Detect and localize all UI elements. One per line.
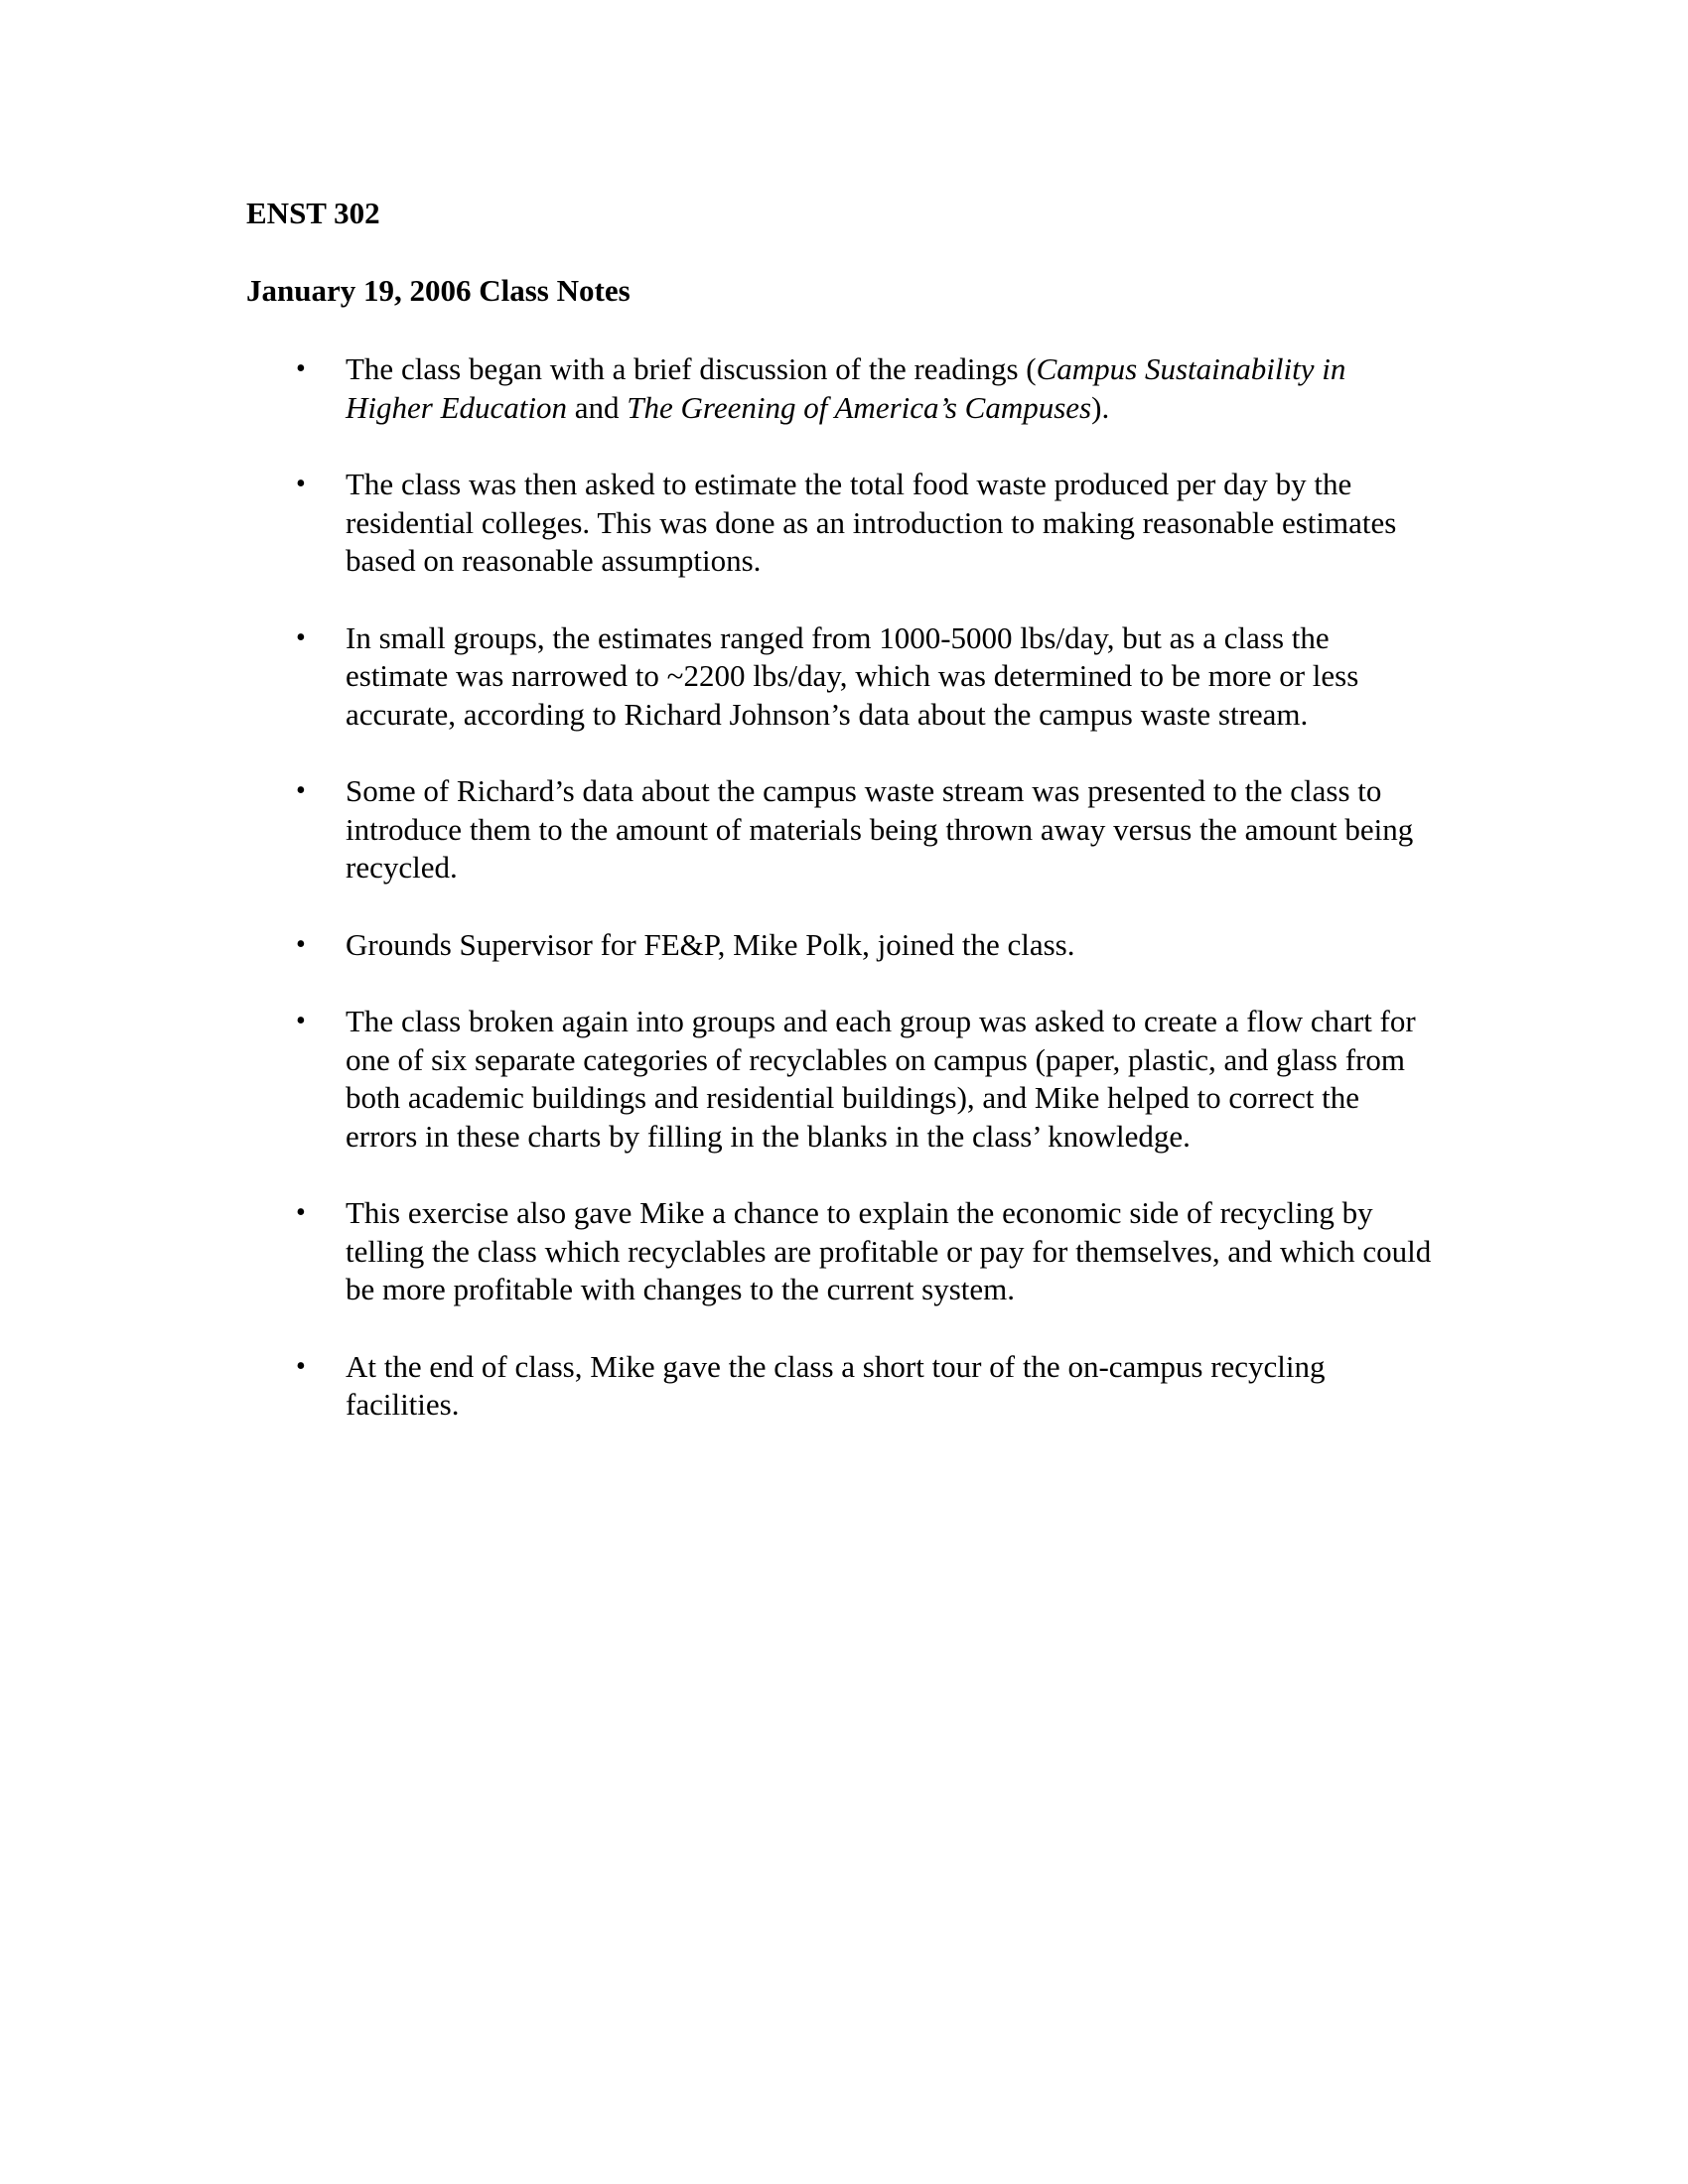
notes-title: January 19, 2006 Class Notes (246, 273, 631, 308)
note-text: Grounds Supervisor for FE&P, Mike Polk, joined the class. (346, 926, 1075, 962)
note-item (0, 466, 1438, 581)
note-item (0, 772, 1438, 887)
note-text: Some of Richard’s data about the campus waste stream was presented to the class to introduce them to the amount of materials being thrown away versus the amount being recycled. (346, 773, 1414, 885)
note-item (0, 1194, 1438, 1309)
reading-title: The Greening of America’s Campuses (627, 389, 1092, 425)
note-text-segment: ). (1091, 389, 1110, 425)
note-text: The class was then asked to estimate the total food waste produced per day by the residential colleges. This was done as an introduction to making reasonable estimates based on reasonable assumptions. (346, 467, 1397, 578)
bullet-icon: • (296, 775, 306, 806)
note-text-segment: and (567, 389, 628, 425)
bullet-icon: • (296, 621, 306, 653)
note-item (0, 619, 1438, 735)
bullet-icon: • (296, 928, 306, 960)
note-text: At the end of class, Mike gave the class a short tour of the on-campus recycling facilities. (346, 1348, 1326, 1422)
note-text: In small groups, the estimates ranged from 1000-5000 lbs/day, but as a class the estimate was narrowed to ~2200 lbs/day, which was determined to be more or less accurate, according to Richard Johnson’s data about the campus waste stream. (346, 619, 1359, 732)
note-text: The class broken again into groups and each group was asked to create a flow chart for one of six separate categories of recyclables on campus (paper, plastic, and glass from both academic buildings and residential buildings), and Mike helped to correct the errors in these charts by filling in the blanks in the class’ knowledge. (346, 1004, 1416, 1154)
note-item (0, 1003, 1438, 1156)
note-text-segment: The class began with a brief discussion of the readings ( (346, 351, 1037, 386)
note-text: This exercise also gave Mike a chance to explain the economic side of recycling by telling the class which recyclables are profitable or pay for themselves, and which could be more profitable with changes to the current system. (346, 1195, 1432, 1306)
reading-title: Campus Sustainability in Higher Education (346, 351, 1346, 425)
note-item (0, 926, 1438, 965)
bullet-icon: • (296, 1350, 306, 1382)
note-item (0, 1348, 1438, 1425)
note-text (346, 350, 1438, 427)
notes-list (0, 350, 1688, 1463)
bullet-icon: • (296, 469, 306, 499)
bullet-icon: • (296, 1006, 306, 1036)
bullet-icon: • (296, 1197, 306, 1228)
note-item (0, 350, 1438, 427)
bullet-icon: • (296, 353, 306, 384)
course-title: ENST 302 (246, 196, 380, 230)
